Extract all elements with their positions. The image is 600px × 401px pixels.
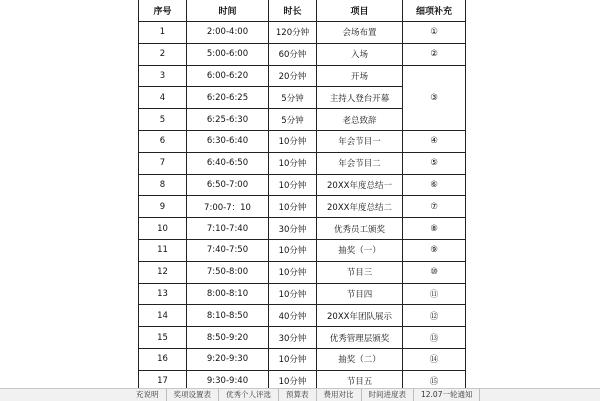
cell-note[interactable]: ⑤ (403, 152, 466, 174)
cell-no[interactable]: 2 (139, 43, 187, 65)
table-row (139, 174, 466, 196)
cell-duration[interactable]: 10分钟 (269, 196, 317, 218)
table-row (139, 348, 466, 370)
cell-note[interactable]: ⑨ (403, 239, 466, 261)
cell-item[interactable]: 20XX年度总结二 (317, 196, 403, 218)
table-row (139, 261, 466, 283)
cell-no[interactable]: 13 (139, 283, 187, 305)
cell-item[interactable]: 年会节目二 (317, 152, 403, 174)
cell-time[interactable]: 5:00-6:00 (187, 43, 269, 65)
cell-note[interactable]: ⑦ (403, 196, 466, 218)
cell-no[interactable]: 10 (139, 218, 187, 240)
cell-note[interactable]: ⑫ (403, 305, 466, 327)
cell-note[interactable]: ⑩ (403, 261, 466, 283)
cell-duration[interactable]: 20分钟 (269, 65, 317, 87)
cell-no[interactable]: 6 (139, 130, 187, 152)
cell-duration[interactable]: 120分钟 (269, 22, 317, 44)
cell-time[interactable]: 7:40-7:50 (187, 239, 269, 261)
cell-time[interactable]: 6:00-6:20 (187, 65, 269, 87)
sheet-tab[interactable]: 12.07一轮通知 (414, 389, 480, 401)
cell-time[interactable]: 7:10-7:40 (187, 218, 269, 240)
cell-no[interactable]: 5 (139, 109, 187, 131)
cell-item[interactable]: 20XX年度总结一 (317, 174, 403, 196)
cell-no[interactable]: 15 (139, 327, 187, 349)
cell-time[interactable]: 6:50-7:00 (187, 174, 269, 196)
cell-time[interactable]: 7:50-8:00 (187, 261, 269, 283)
cell-duration[interactable]: 30分钟 (269, 327, 317, 349)
cell-duration[interactable]: 10分钟 (269, 348, 317, 370)
cell-time[interactable]: 8:10-8:50 (187, 305, 269, 327)
cell-note[interactable]: ③ (403, 65, 466, 130)
cell-item[interactable]: 开场 (317, 65, 403, 87)
sheet-tab-bar (0, 388, 600, 401)
cell-no[interactable]: 11 (139, 239, 187, 261)
cell-item[interactable]: 会场布置 (317, 22, 403, 44)
cell-note[interactable]: ⑮ (403, 370, 466, 388)
cell-item[interactable]: 抽奖（一） (317, 239, 403, 261)
cell-note[interactable]: ⑧ (403, 218, 466, 240)
header-item[interactable]: 项目 (317, 0, 403, 22)
cell-time[interactable]: 6:40-6:50 (187, 152, 269, 174)
cell-time[interactable]: 7:00-7：10 (187, 196, 269, 218)
cell-duration[interactable]: 10分钟 (269, 130, 317, 152)
table-row (139, 130, 466, 152)
schedule-table (138, 0, 466, 388)
cell-no[interactable]: 9 (139, 196, 187, 218)
cell-no[interactable]: 16 (139, 348, 187, 370)
cell-time[interactable]: 2:00-4:00 (187, 22, 269, 44)
cell-duration[interactable]: 10分钟 (269, 370, 317, 388)
cell-duration[interactable]: 10分钟 (269, 152, 317, 174)
cell-time[interactable]: 6:20-6:25 (187, 87, 269, 109)
sheet-tab[interactable]: 预算表 (279, 389, 317, 401)
cell-note[interactable]: ⑥ (403, 174, 466, 196)
cell-no[interactable]: 8 (139, 174, 187, 196)
cell-item[interactable]: 优秀员工颁奖 (317, 218, 403, 240)
cell-item[interactable]: 入场 (317, 43, 403, 65)
cell-no[interactable]: 14 (139, 305, 187, 327)
cell-note[interactable]: ① (403, 22, 466, 44)
cell-time[interactable]: 6:30-6:40 (187, 130, 269, 152)
cell-time[interactable]: 8:50-9:20 (187, 327, 269, 349)
cell-item[interactable]: 年会节目一 (317, 130, 403, 152)
cell-duration[interactable]: 40分钟 (269, 305, 317, 327)
table-row (139, 239, 466, 261)
cell-item[interactable]: 优秀管理层颁奖 (317, 327, 403, 349)
cell-item[interactable]: 节目三 (317, 261, 403, 283)
cell-item[interactable]: 主持人登台开幕 (317, 87, 403, 109)
table-row (139, 283, 466, 305)
cell-no[interactable]: 17 (139, 370, 187, 388)
cell-time[interactable]: 9:30-9:40 (187, 370, 269, 388)
cell-note[interactable]: ⑪ (403, 283, 466, 305)
cell-no[interactable]: 1 (139, 22, 187, 44)
cell-item[interactable]: 节目四 (317, 283, 403, 305)
table-row (139, 370, 466, 388)
header-time[interactable]: 时间 (187, 0, 269, 22)
header-note[interactable]: 细项补充 (403, 0, 466, 22)
header-duration[interactable]: 时长 (269, 0, 317, 22)
cell-time[interactable]: 8:00-8:10 (187, 283, 269, 305)
cell-time[interactable]: 9:20-9:30 (187, 348, 269, 370)
table-row (139, 327, 466, 349)
table-row (139, 218, 466, 240)
cell-no[interactable]: 7 (139, 152, 187, 174)
sheet-tab[interactable]: 时间进度表 (362, 389, 415, 401)
sheet-tab[interactable]: 奖项设置表 (167, 389, 220, 401)
table-row (139, 305, 466, 327)
cell-no[interactable]: 12 (139, 261, 187, 283)
cell-item[interactable]: 20XX年团队展示 (317, 305, 403, 327)
cell-no[interactable]: 4 (139, 87, 187, 109)
cell-duration[interactable]: 10分钟 (269, 239, 317, 261)
cell-item[interactable]: 老总致辞 (317, 109, 403, 131)
sheet-tab[interactable]: 费用对比 (317, 389, 362, 401)
cell-duration[interactable]: 10分钟 (269, 261, 317, 283)
cell-duration[interactable]: 5分钟 (269, 87, 317, 109)
table-row (139, 152, 466, 174)
header-no[interactable]: 序号 (139, 0, 187, 22)
table-row (139, 43, 466, 65)
cell-duration[interactable]: 60分钟 (269, 43, 317, 65)
cell-duration[interactable]: 10分钟 (269, 283, 317, 305)
cell-no[interactable]: 3 (139, 65, 187, 87)
cell-note[interactable]: ⑬ (403, 327, 466, 349)
cell-note[interactable]: ⑭ (403, 348, 466, 370)
table-row (139, 65, 466, 87)
header-row (139, 0, 466, 22)
cell-note[interactable]: ④ (403, 130, 466, 152)
cell-item[interactable]: 节目五 (317, 370, 403, 388)
sheet-tab[interactable]: 充说明 (0, 389, 167, 401)
table-row (139, 22, 466, 44)
table-row (139, 196, 466, 218)
cell-item[interactable]: 抽奖（二） (317, 348, 403, 370)
sheet-tab[interactable]: 优秀个人评选 (219, 389, 279, 401)
cell-time[interactable]: 6:25-6:30 (187, 109, 269, 131)
cell-duration[interactable]: 5分钟 (269, 109, 317, 131)
cell-duration[interactable]: 10分钟 (269, 174, 317, 196)
cell-note[interactable]: ② (403, 43, 466, 65)
cell-duration[interactable]: 30分钟 (269, 218, 317, 240)
